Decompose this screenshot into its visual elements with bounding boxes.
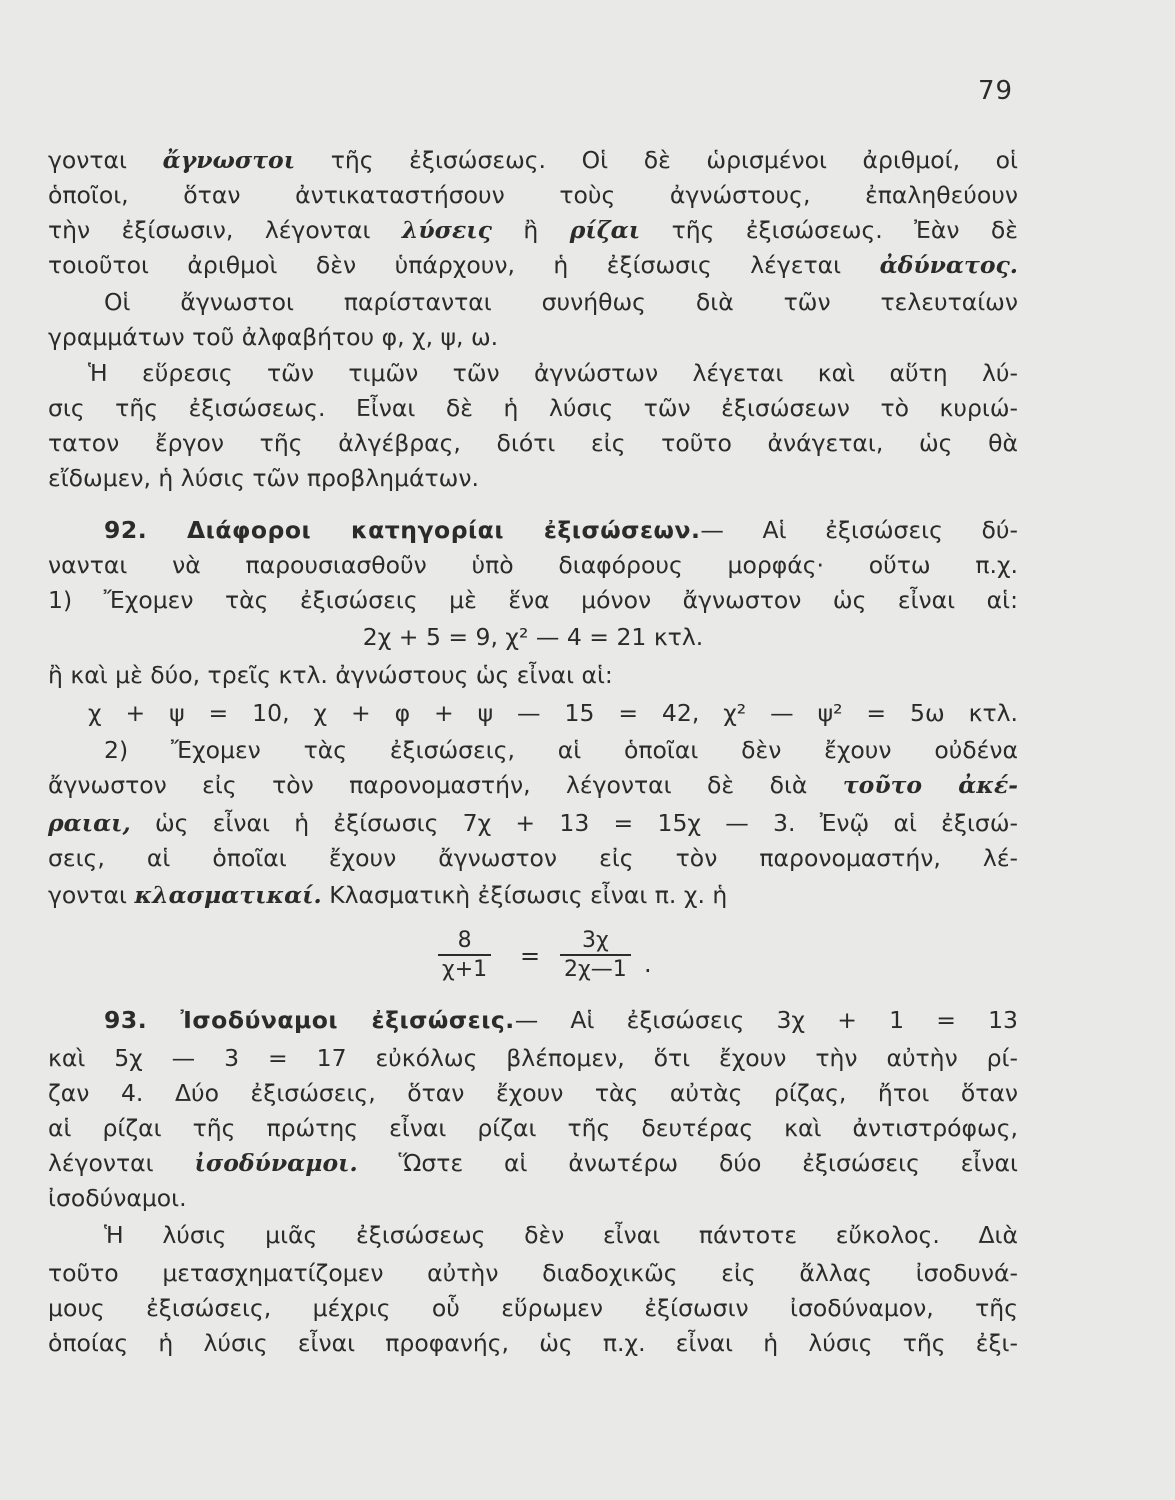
text-span: μους ἐξισώσεις, μέχρις οὗ εὕρωμεν ἐξίσωσιν ἰσοδύναμον, τῆς — [48, 1294, 1018, 1322]
text-span: σις τῆς ἐξισώσεως. Εἶναι δὲ ἡ λύσις τῶν ἐξισώσεων τὸ κυριώ- — [48, 394, 1018, 422]
emphasized-term: ρίζαι — [569, 216, 641, 244]
text-span: Κλασματικὴ ἐξίσωσις εἶναι π. χ. ἡ — [321, 881, 728, 909]
text-span: αἱ ρίζαι τῆς πρώτης εἶναι ρίζαι τῆς δευτέρας καὶ ἀντιστρόφως, — [48, 1114, 1018, 1142]
text-line — [48, 1043, 1018, 1073]
text-span: 2χ + 5 = 9, χ² — 4 = 21 κτλ. — [362, 623, 704, 651]
fraction-equals-sign: = — [520, 942, 541, 970]
text-line — [104, 515, 1018, 545]
text-line — [48, 1078, 1018, 1108]
text-span: σεις, αἱ ὁποῖαι ἔχουν ἄγνωστον εἰς τὸν παρονομαστήν, λέ- — [48, 844, 1018, 872]
emphasized-term: ραιαι, — [48, 809, 131, 837]
text-line — [88, 358, 1018, 388]
text-line — [48, 1258, 1018, 1288]
text-span: νανται νὰ παρουσιασθοῦν ὑπὸ διαφόρους μορφάς· οὕτω π.χ. — [48, 551, 1018, 579]
fraction-left — [438, 928, 491, 984]
fraction-right — [560, 928, 631, 984]
page-number: 79 — [978, 76, 1014, 106]
text-span: λέγονται — [48, 1149, 195, 1177]
emphasized-term: κλασματικαί. — [134, 881, 322, 909]
text-span: τοῦτο μετασχηματίζομεν αὐτὴν διαδοχικῶς εἰς ἄλλας ἰσοδυνά- — [48, 1259, 1018, 1287]
fraction-right-denominator: 2χ—1 — [564, 957, 627, 982]
text-line — [48, 322, 1018, 352]
text-span: Ὥστε αἱ ἀνωτέρω δύο ἐξισώσεις εἶναι — [357, 1149, 1018, 1177]
text-line — [104, 735, 1018, 765]
text-span: 2) Ἔχομεν τὰς ἐξισώσεις, αἱ ὁποῖαι δὲν ἔχουν οὐδένα — [104, 736, 1018, 764]
text-span: τῆς ἐξισώσεως. Οἱ δὲ ὡρισμένοι ἀριθμοί, οἱ — [295, 146, 1018, 174]
text-line — [48, 880, 1018, 910]
emphasized-term: ἀδύνατος. — [879, 251, 1018, 279]
section-heading: 93. Ἰσοδύναμοι ἐξισώσεις. — [104, 1006, 515, 1034]
text-span: τῆς ἐξισώσεως. Ἐὰν δὲ — [640, 216, 1018, 244]
emphasized-term: τοῦτο ἀκέ- — [842, 771, 1018, 799]
text-span: τατον ἔργον τῆς ἀλγέβρας, διότι εἰς τοῦτο ἀνάγεται, ὡς θὰ — [48, 429, 1018, 457]
text-line — [48, 428, 1018, 458]
text-line — [48, 393, 1018, 423]
text-span: τὴν ἐξίσωσιν, λέγονται — [48, 216, 402, 244]
text-line — [48, 770, 1018, 800]
text-line — [104, 1005, 1018, 1035]
text-line — [48, 660, 1018, 690]
text-span: ὁποίας ἡ λύσις εἶναι προφανής, ὡς π.χ. εἶναι ἡ λύσις τῆς ἐξι- — [48, 1329, 1018, 1357]
text-span: γονται — [48, 146, 163, 174]
text-span: ζαν 4. Δύο ἐξισώσεις, ὅταν ἔχουν τὰς αὐτὰς ρίζας, ἤτοι ὅταν — [48, 1079, 1018, 1107]
text-line — [48, 1183, 1018, 1213]
text-line — [88, 698, 1018, 728]
text-span: τοιοῦτοι ἀριθμοὶ δὲν ὑπάρχουν, ἡ ἐξίσωσις λέγεται — [48, 251, 880, 279]
emphasized-term: ἄγνωστοι — [162, 146, 296, 174]
text-line — [48, 463, 1018, 493]
text-line — [48, 622, 1018, 652]
text-line — [48, 550, 1018, 580]
text-line — [48, 1148, 1018, 1178]
text-span: — Αἱ ἐξισώσεις δύ- — [700, 516, 1018, 544]
text-span: εἴδωμεν, ἡ λύσις τῶν προβλημάτων. — [48, 464, 479, 492]
section-heading: 92. Διάφοροι κατηγορίαι ἐξισώσεων. — [104, 516, 701, 544]
text-span: γραμμάτων τοῦ ἀλφαβήτου φ, χ, ψ, ω. — [48, 323, 499, 351]
text-span: 1) Ἔχομεν τὰς ἐξισώσεις μὲ ἕνα μόνον ἄγνωστον ὡς εἶναι αἱ: — [48, 586, 1018, 614]
text-line — [48, 215, 1018, 245]
text-span: ἰσοδύναμοι. — [48, 1184, 187, 1212]
text-span: Ἡ εὕρεσις τῶν τιμῶν τῶν ἀγνώστων λέγεται καὶ αὕτη λύ- — [88, 359, 1018, 387]
text-line — [48, 808, 1018, 838]
text-line — [104, 1220, 1018, 1250]
text-span: καὶ 5χ — 3 = 17 εὐκόλως βλέπομεν, ὅτι ἔχουν τὴν αὐτὴν ρί- — [48, 1044, 1018, 1072]
text-line — [104, 287, 1018, 317]
text-span: χ + ψ = 10, χ + φ + ψ — 15 = 42, χ² — ψ² = 5ω κτλ. — [88, 699, 1018, 727]
fraction-left-denominator: χ+1 — [442, 957, 488, 982]
text-span: γονται — [48, 881, 135, 909]
text-span: Ἡ λύσις μιᾶς ἐξισώσεως δὲν εἶναι πάντοτε εὔκολος. Διὰ — [104, 1221, 1018, 1249]
emphasized-term: ἰσοδύναμοι. — [194, 1149, 358, 1177]
fraction-left-numerator: 8 — [438, 928, 491, 956]
text-line — [48, 843, 1018, 873]
emphasized-term: λύσεις — [401, 216, 492, 244]
fraction-equation — [0, 928, 1175, 988]
text-span: ὁποῖοι, ὅταν ἀντικαταστήσουν τοὺς ἀγνώστους, ἐπαληθεύουν — [48, 181, 1018, 209]
text-span: ἢ καὶ μὲ δύο, τρεῖς κτλ. ἀγνώστους ὡς εἶναι αἱ: — [48, 661, 613, 689]
fraction-period: . — [644, 950, 652, 978]
text-line — [48, 585, 1018, 615]
fraction-right-numerator: 3χ — [560, 928, 631, 956]
text-span: Οἱ ἄγνωστοι παρίστανται συνήθως διὰ τῶν τελευταίων — [104, 288, 1018, 316]
text-span: — Αἱ ἐξισώσεις 3χ + 1 = 13 — [514, 1006, 1018, 1034]
text-line — [48, 1328, 1018, 1358]
text-span: ἄγνωστον εἰς τὸν παρονομαστήν, λέγονται δὲ διὰ — [48, 771, 843, 799]
text-line — [48, 145, 1018, 175]
text-line — [48, 180, 1018, 210]
text-line — [48, 1293, 1018, 1323]
text-line — [48, 1113, 1018, 1143]
text-line — [48, 250, 1018, 280]
text-span: ὡς εἶναι ἡ ἐξίσωσις 7χ + 13 = 15χ — 3. Ἐνῷ αἱ ἐξισώ- — [130, 809, 1018, 837]
text-span: ἢ — [491, 216, 570, 244]
